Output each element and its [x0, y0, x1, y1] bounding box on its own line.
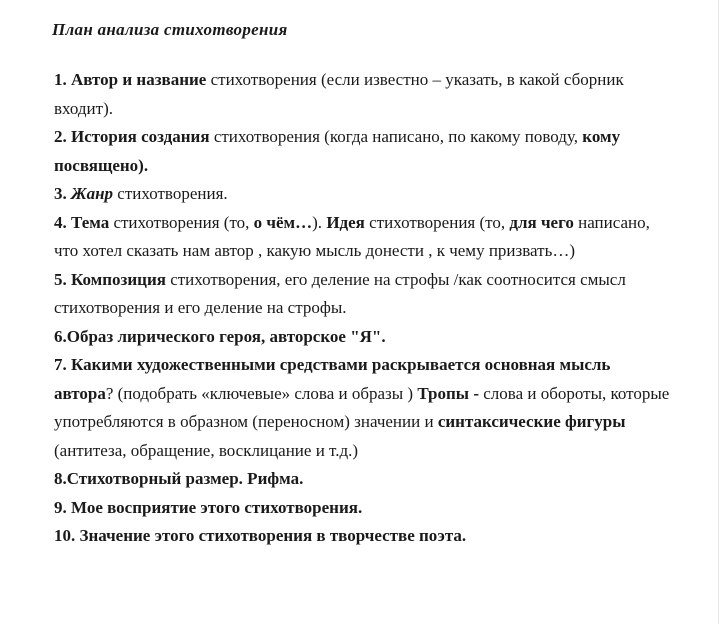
item-number: 7. — [54, 355, 67, 374]
item-number: 1. — [54, 70, 67, 89]
list-item — [54, 323, 674, 352]
item-number: 3. — [54, 184, 67, 203]
item-heading: 9. Мое восприятие этого стихотворения. — [54, 497, 363, 517]
item-emphasis: для чего — [509, 212, 574, 232]
item-text: ? (подобрать «ключевые» слова и образы ) — [105, 383, 418, 403]
item-heading: Тема — [71, 212, 110, 232]
item-text: стихотворения (когда написано, по какому поводу, — [209, 127, 583, 146]
item-emphasis: синтаксические фигуры — [437, 412, 626, 431]
item-heading: Композиция — [71, 269, 166, 289]
item-text: слова и обороты, которые употребляются в образном (переносном) значении и — [54, 383, 670, 431]
item-text: написано, что хотел сказать нам автор , какую мысль донести , к чему призвать…) — [54, 212, 650, 260]
list-item — [54, 66, 674, 123]
list-item — [54, 123, 674, 180]
item-text: стихотворения. — [113, 184, 228, 203]
list-item — [54, 494, 674, 523]
list-item — [54, 522, 674, 551]
plan-list — [54, 66, 674, 551]
item-text: стихотворения (то, — [364, 212, 510, 232]
item-heading: История создания — [71, 127, 210, 146]
item-text: стихотворения, его деление на строфы /как соотносится смысл стихотворения и его деление на строфы. — [54, 269, 626, 317]
item-number: 4. — [54, 212, 67, 232]
list-item — [54, 180, 674, 209]
item-emphasis: о чём… — [253, 212, 313, 232]
list-item — [54, 351, 674, 465]
item-text: стихотворения (то, — [109, 212, 254, 232]
list-item — [54, 465, 674, 494]
item-number: 5. — [54, 269, 67, 289]
item-heading: 10. Значение этого стихотворения в творчестве поэта. — [54, 526, 467, 545]
item-heading: Автор и название — [71, 70, 207, 89]
item-heading: Жанр — [71, 184, 114, 203]
page-title: План анализа стихотворения — [52, 20, 288, 39]
item-emphasis: кому посвящено). — [54, 127, 621, 175]
item-heading: 8.Стихотворный размер. Рифма. — [54, 469, 304, 488]
item-emphasis: Тропы - — [417, 383, 479, 403]
item-number: 2. — [54, 127, 67, 146]
item-heading: Какими художественными средствами раскрывается основная мысль автора — [54, 355, 611, 403]
item-text: ). — [312, 212, 327, 232]
list-item — [54, 209, 674, 266]
list-item — [54, 266, 674, 323]
item-text: (антитеза, обращение, восклицание и т.д.) — [54, 440, 359, 460]
item-heading: 6.Образ лирического героя, авторское "Я". — [54, 326, 386, 346]
item-text: стихотворения (если известно – указать, в какой сборник входит). — [54, 70, 624, 118]
item-heading: Идея — [326, 212, 365, 232]
